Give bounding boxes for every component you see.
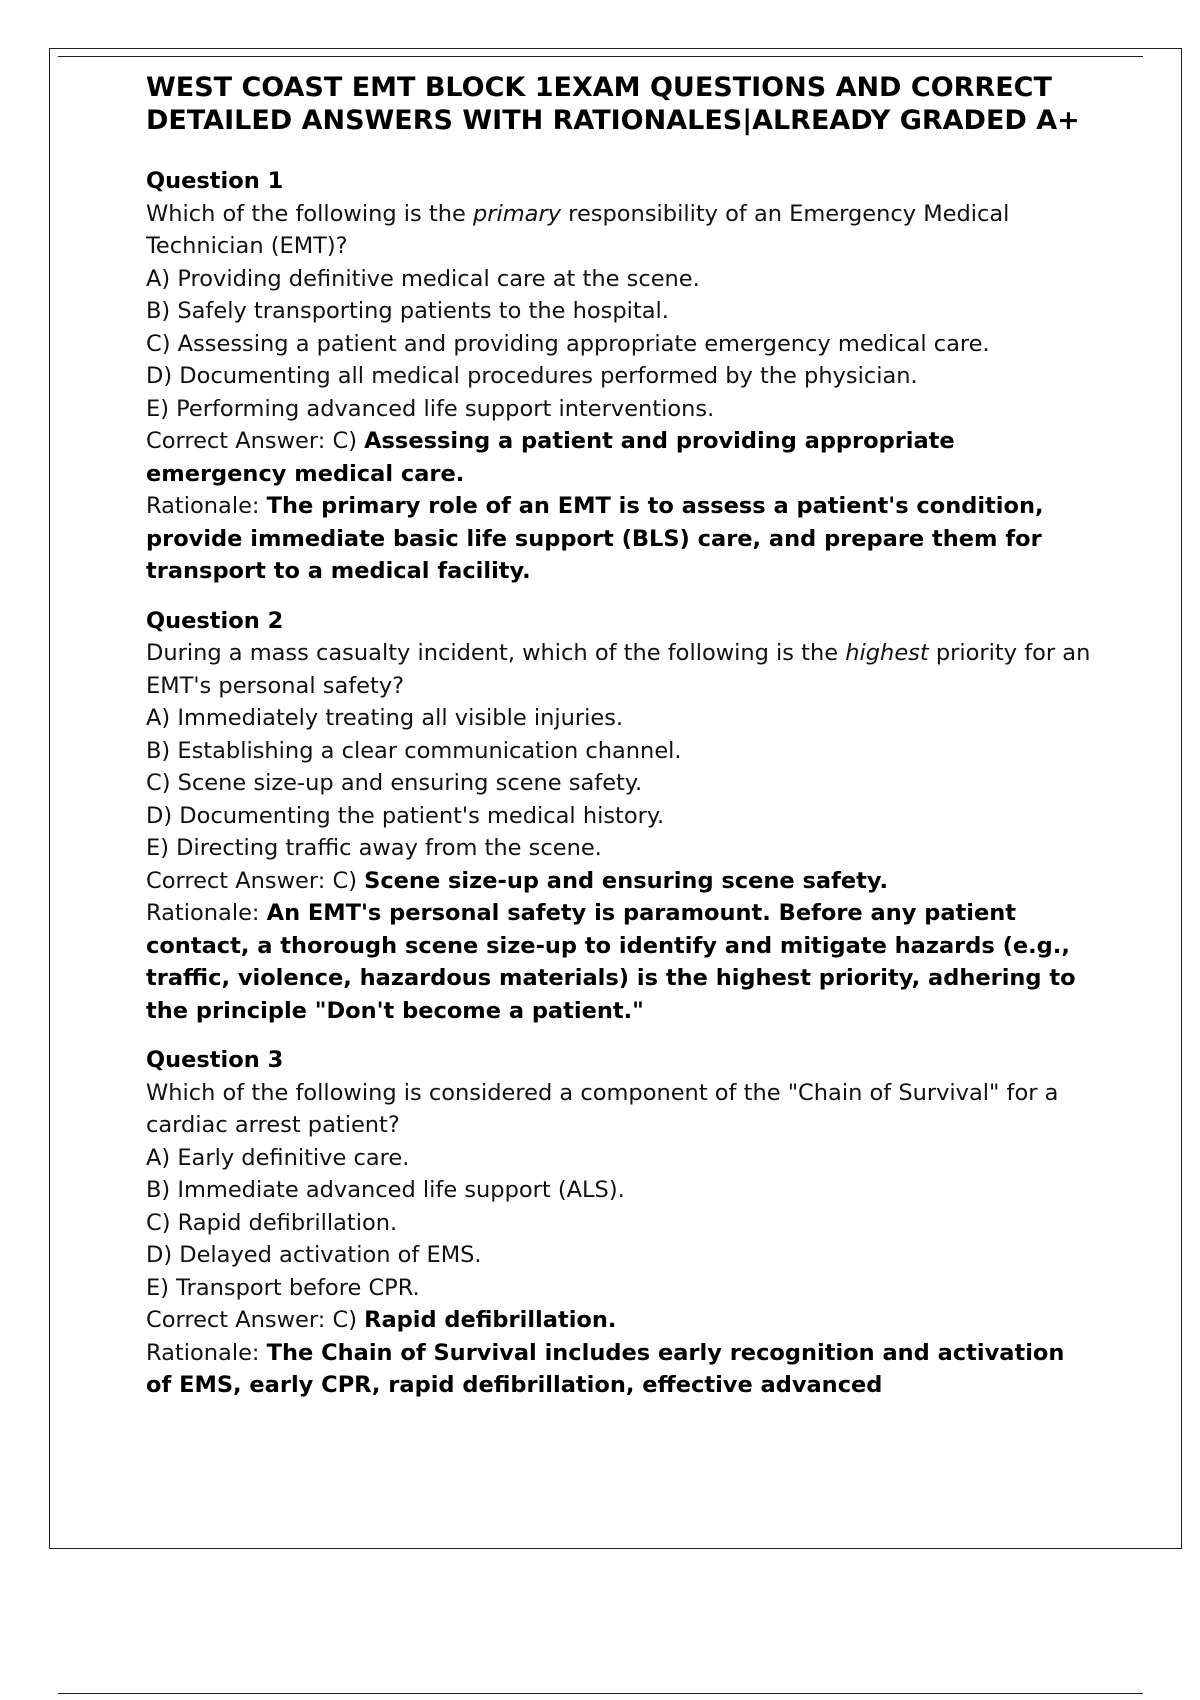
answer-option: B) Immediate advanced life support (ALS). [146,1177,625,1203]
rationale: Rationale: An EMT's personal safety is paramount. Before any patient contact, a thorough scene size-up to identify and mitigate hazards (e.g., traffic, violence, hazardous materials) is the highest priority, adhering to the principle "Don't become a patient." [146,900,1076,1024]
question-stem: Which of the following is considered a component of the "Chain of Survival" for a cardiac arrest patient? [146,1079,1059,1138]
answer-option: A) Early definitive care. [146,1144,410,1171]
correct-answer-text: Scene size-up and ensuring scene safety. [364,867,889,894]
stem-emphasis: primary [472,200,562,227]
answer-options [146,263,1096,426]
rationale-text: The primary role of an EMT is to assess a patient's condition, provide immediate basic life support (BLS) care, and prepare them for transport to a medical facility. [146,493,1044,584]
answer-options [146,1142,1096,1305]
footer-rule [58,1693,1143,1694]
correct-answer: Correct Answer: C) Assessing a patient and providing appropriate emergency medical care. [146,428,955,487]
document-title: WEST COAST EMT BLOCK 1EXAM QUESTIONS AND CORRECT DETAILED ANSWERS WITH RATIONALES|ALREADY GRADED A+ [146,72,1080,136]
answer-option: E) Performing advanced life support interventions. [146,395,715,422]
question-heading: Question 3 [146,1047,284,1073]
question-stem: During a mass casualty incident, which of the following is the highest priority for an EMT's personal safety? [146,640,1091,699]
answer-option: C) Rapid defibrillation. [146,1209,398,1236]
correct-answer-text: Rapid defibrillation. [364,1307,617,1333]
answer-option: D) Documenting the patient's medical history. [146,802,665,829]
correct-answer-text: Assessing a patient and providing appropriate emergency medical care. [146,428,955,487]
question-block [146,1044,1096,1402]
correct-answer: Correct Answer: C) Rapid defibrillation. [146,1307,617,1333]
answer-option: A) Immediately treating all visible injuries. [146,705,624,731]
answer-option: C) Assessing a patient and providing appropriate emergency medical care. [146,330,990,357]
question-heading: Question 1 [146,168,284,194]
answer-option: B) Establishing a clear communication channel. [146,737,682,764]
rationale: Rationale: The Chain of Survival includes early recognition and activation of EMS, early CPR, rapid defibrillation, effective advanced [146,1339,1065,1398]
answer-option: A) Providing definitive medical care at the scene. [146,265,700,292]
answer-option: E) Transport before CPR. [146,1274,420,1301]
answer-option: E) Directing traffic away from the scene. [146,835,602,861]
rationale-text: An EMT's personal safety is paramount. Before any patient contact, a thorough scene size-up to identify and mitigate hazards (e.g., traffic, violence, hazardous materials) is the highest priority, adhering to the principle "Don't become a patient." [146,900,1076,1024]
question-heading: Question 2 [146,607,284,634]
question-block [146,165,1096,588]
correct-answer: Correct Answer: C) Scene size-up and ensuring scene safety. [146,867,889,894]
answer-option: D) Documenting all medical procedures performed by the physician. [146,363,918,389]
question-block [146,605,1096,1028]
document-body [146,71,1096,1419]
answer-options [146,702,1096,865]
rationale: Rationale: The primary role of an EMT is to assess a patient's condition, provide immediate basic life support (BLS) care, and prepare them for transport to a medical facility. [146,493,1044,584]
stem-emphasis: highest [845,640,929,666]
rationale-text: The Chain of Survival includes early recognition and activation of EMS, early CPR, rapid defibrillation, effective advanced [146,1339,1065,1398]
answer-option: B) Safely transporting patients to the hospital. [146,298,669,324]
question-stem: Which of the following is the primary responsibility of an Emergency Medical Technician (EMT)? [146,200,1010,259]
answer-option: D) Delayed activation of EMS. [146,1242,482,1268]
answer-option: C) Scene size-up and ensuring scene safety. [146,770,643,796]
